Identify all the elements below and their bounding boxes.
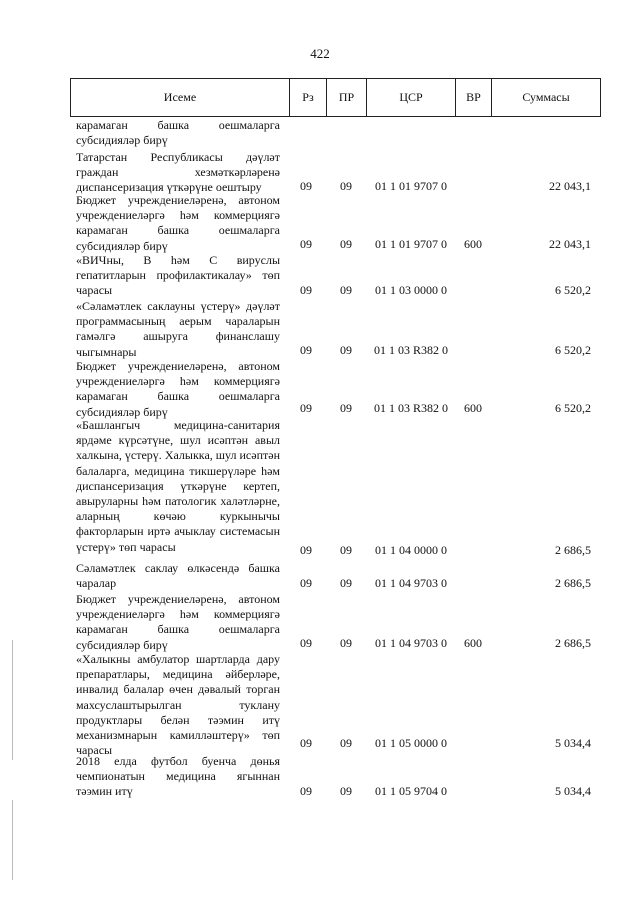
table-row xyxy=(0,359,640,420)
row-rz: 09 xyxy=(300,784,312,798)
table-row xyxy=(0,118,640,150)
row-rz: 09 xyxy=(300,237,312,251)
row-name: «ВИЧны, В һәм С вируслы гепатитларын профилактикалау» төп чарасы xyxy=(76,253,280,298)
row-csr: 01 1 05 9704 0 xyxy=(375,784,447,798)
table-header-divider xyxy=(600,78,601,117)
table-header-bottom-border xyxy=(70,116,600,117)
row-name: Бюджет учреждениеләренә, автоном учреждениеләргә һәм коммерциягә карамаган башка оешмаларга субсидияләр бирү xyxy=(76,592,280,652)
table-row xyxy=(0,418,640,563)
table-row xyxy=(0,253,640,299)
column-header-csr: ЦСР xyxy=(399,89,423,104)
row-pr: 09 xyxy=(340,636,352,650)
row-sum: 6 520,2 xyxy=(555,343,591,357)
row-rz: 09 xyxy=(300,636,312,650)
row-name: карамаган башка оешмаларга субсидияләр бирү xyxy=(76,118,280,148)
row-sum: 22 043,1 xyxy=(549,179,591,193)
row-pr: 09 xyxy=(340,784,352,798)
row-name: Татарстан Республикасы дәүләт граждан хезмәткәрләренә диспансеризация үткәрүне оештыру xyxy=(76,150,280,195)
row-vr: 600 xyxy=(464,636,482,650)
row-sum: 6 520,2 xyxy=(555,401,591,415)
row-sum: 2 686,5 xyxy=(555,543,591,557)
table-row xyxy=(0,754,640,802)
row-sum: 22 043,1 xyxy=(549,237,591,251)
row-rz: 09 xyxy=(300,401,312,415)
row-name: «Халыкны амбулатор шартларда дару препаратлары, медицина әйберләре, инвалид балалар өчен дәвалый торган махсуслаштырылган туклану продуктлары белән тәэмин итү механизмнарын камилләштерү» төп чарасы xyxy=(76,652,280,758)
row-rz: 09 xyxy=(300,343,312,357)
row-sum: 5 034,4 xyxy=(555,736,591,750)
row-sum: 2 686,5 xyxy=(555,576,591,590)
row-vr: 600 xyxy=(464,237,482,251)
row-name: «Сәламәтлек саклауны үстерү» дәүләт программасының аерым чараларын гамәлгә ашыруга финанслашу чыгымнары xyxy=(76,299,280,359)
row-pr: 09 xyxy=(340,283,352,297)
row-csr: 01 1 01 9707 0 xyxy=(375,237,447,251)
row-rz: 09 xyxy=(300,576,312,590)
column-header-rz: Рз xyxy=(302,89,314,104)
row-csr: 01 1 05 0000 0 xyxy=(375,736,447,750)
table-row xyxy=(0,652,640,758)
page-number: 422 xyxy=(310,46,330,61)
row-pr: 09 xyxy=(340,179,352,193)
row-pr: 09 xyxy=(340,343,352,357)
row-rz: 09 xyxy=(300,179,312,193)
row-rz: 09 xyxy=(300,543,312,557)
row-name: Сәламәтлек саклау өлкәсендә башка чаралар xyxy=(76,561,280,591)
row-csr: 01 1 04 9703 0 xyxy=(375,576,447,590)
scan-edge-mark xyxy=(12,640,13,760)
column-header-name: Исеме xyxy=(163,89,197,104)
row-csr: 01 1 03 R382 0 xyxy=(373,401,448,415)
row-pr: 09 xyxy=(340,237,352,251)
row-pr: 09 xyxy=(340,543,352,557)
row-csr: 01 1 01 9707 0 xyxy=(375,179,447,193)
row-rz: 09 xyxy=(300,283,312,297)
row-pr: 09 xyxy=(340,736,352,750)
table-row xyxy=(0,592,640,653)
row-pr: 09 xyxy=(340,401,352,415)
row-rz: 09 xyxy=(300,736,312,750)
table-row xyxy=(0,299,640,360)
table-row xyxy=(0,150,640,196)
row-csr: 01 1 04 9703 0 xyxy=(375,636,447,650)
row-csr: 01 1 03 0000 0 xyxy=(375,283,447,297)
column-header-pr: ПР xyxy=(338,89,355,104)
row-csr: 01 1 03 R382 0 xyxy=(373,343,448,357)
row-csr: 01 1 04 0000 0 xyxy=(375,543,447,557)
table-row xyxy=(0,193,640,254)
row-pr: 09 xyxy=(340,576,352,590)
row-sum: 5 034,4 xyxy=(555,784,591,798)
row-name: «Башлангыч медицина-санитария ярдәме күрсәтүне, шул исәптән авыл халкына, үстерү. Халыкка, шул исәптән балаларга, медицина тикшерүләре һәм диспансеризация үткәрүне кертеп, авыруларны һәм патологик халәтләрне, аларның көчәю куркынычы факторларын иртә ачыклау системасын үстерү» төп чарасы xyxy=(76,418,280,554)
row-vr: 600 xyxy=(464,401,482,415)
table-row xyxy=(0,561,640,593)
scan-edge-mark xyxy=(12,800,13,880)
row-name: Бюджет учреждениеләренә, автоном учреждениеләргә һәм коммерциягә карамаган башка оешмаларга субсидияләр бирү xyxy=(76,193,280,253)
row-sum: 2 686,5 xyxy=(555,636,591,650)
row-sum: 6 520,2 xyxy=(555,283,591,297)
row-name: Бюджет учреждениеләренә, автоном учреждениеләргә һәм коммерциягә карамаган башка оешмаларга субсидияләр бирү xyxy=(76,359,280,419)
column-header-sum: Суммасы xyxy=(522,89,570,104)
row-name: 2018 елда футбол буенча дөнья чемпионатын медицина ягыннан тәэмин итү xyxy=(76,754,280,799)
column-header-vr: ВР xyxy=(466,89,481,104)
